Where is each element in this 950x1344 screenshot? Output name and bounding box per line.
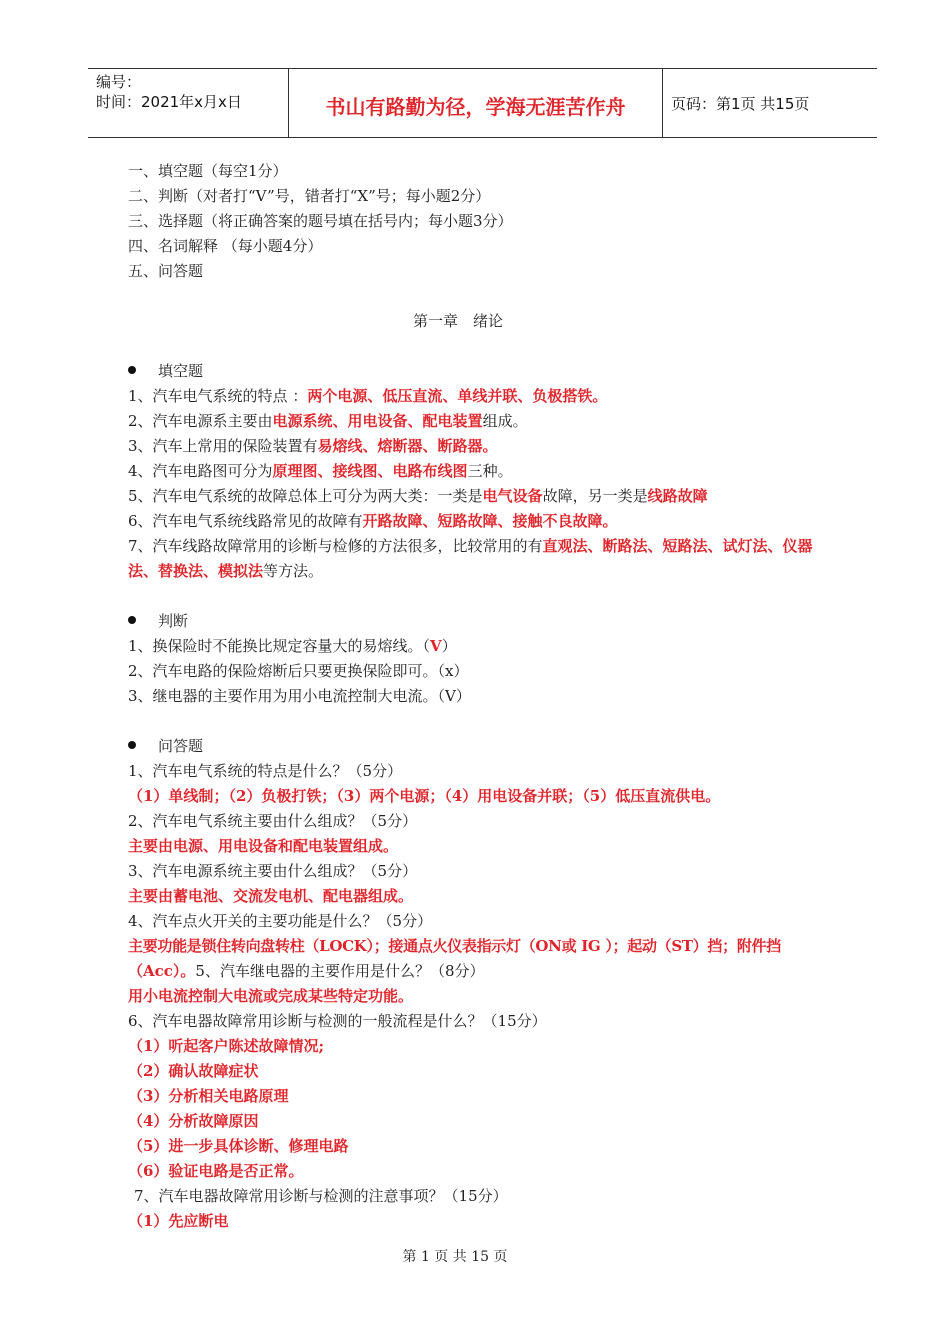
answer: 开路故障、短路故障、接触不良故障。: [362, 512, 618, 530]
answer: 两个电源、低压直流、单线并联、负极搭铁。: [307, 387, 608, 405]
qa-a6-1: （1）听起客户陈述故障情况;: [128, 1037, 324, 1055]
qa-heading-text: 问答题: [158, 737, 204, 755]
section-intro-5: 五、问答题: [128, 262, 204, 280]
time-label: 时间：2021年x月x日: [96, 93, 242, 111]
page-footer: 第 1 页 共 15 页: [402, 1249, 508, 1265]
header-page-cell: [663, 69, 877, 137]
fill-q3: 3、汽车上常用的保险装置有易熔线、熔断器、断路器。: [128, 437, 498, 455]
answer: 原理图、接线图、电路布线图: [272, 462, 468, 480]
answer: 直观法、断路法、短路法、试灯法、仪器: [542, 537, 813, 555]
motto: 书山有路勤为径，学海无涯苦作舟: [325, 95, 626, 119]
fill-q5: 5、汽车电气系统的故障总体上可分为两大类：一类是电气设备故障，另一类是线路故障: [128, 487, 708, 505]
chapter-title: 第一章 绪论: [412, 312, 503, 330]
qa-q4: 4、汽车点火开关的主要功能是什么？（5分）: [128, 912, 433, 930]
answer: 电气设备: [482, 487, 543, 505]
fill-q7: 7、汽车线路故障常用的诊断与检修的方法很多，比较常用的有直观法、断路法、短路法、试灯法、仪器: [128, 537, 813, 555]
answer: 易熔线、熔断器、断路器。: [317, 437, 498, 455]
qa-a3: 主要由蓄电池、交流发电机、配电器组成。: [128, 887, 414, 905]
qa-q3: 3、汽车电源系统主要由什么组成？（5分）: [128, 862, 418, 880]
section-intro-1: 一、填空题（每空1分）: [128, 162, 288, 180]
qa-a6-5: （5）进一步具体诊断、修理电路: [128, 1137, 349, 1155]
judge-q1: 1、换保险时不能换比规定容量大的易熔线。（V）: [128, 637, 457, 655]
fill-q1: 1、汽车电气系统的特点 ：两个电源、低压直流、单线并联、负极搭铁。: [128, 387, 608, 405]
bullet-icon: [128, 741, 136, 749]
fill-q6: 6、汽车电气系统线路常见的故障有开路故障、短路故障、接触不良故障。: [128, 512, 618, 530]
answer: 线路故障: [647, 487, 708, 505]
qa-a4-line2: [128, 959, 848, 984]
qa-q6: 6、汽车电器故障常用诊断与检测的一般流程是什么？（15分）: [128, 1012, 547, 1030]
fill-heading: [128, 359, 848, 384]
page-label: 页码：第1页 共15页: [671, 95, 810, 113]
qa-a6-6: （6）验证电路是否正常。: [128, 1162, 304, 1180]
header-motto-cell: [288, 69, 663, 137]
section-intro-3: 三、选择题（将正确答案的题号填在括号内；每小题3分）: [128, 212, 513, 230]
answer: （Acc）。: [128, 962, 196, 980]
qa-a6-4: （4）分析故障原因: [128, 1112, 259, 1130]
page-header: [88, 68, 877, 138]
judge-q2: 2、汽车电路的保险熔断后只要更换保险即可。（x）: [128, 662, 469, 680]
qa-a7-1: （1）先应断电: [128, 1212, 229, 1230]
section-intro-4: 四、名词解释 （每小题4分）: [128, 237, 323, 255]
header-meta-cell: [88, 69, 288, 137]
qa-a5: 用小电流控制大电流或完成某些特定功能。: [128, 987, 414, 1005]
code-label: 编号：: [96, 73, 142, 91]
qa-q5: 5、汽车继电器的主要作用是什么？（8分）: [195, 962, 485, 980]
judge-q3: 3、继电器的主要作用为用小电流控制大电流。（V）: [128, 687, 471, 705]
document-body: [128, 159, 848, 1234]
qa-q7: 7、汽车电器故障常用诊断与检测的注意事项？（15分）: [134, 1187, 508, 1205]
answer: 法、替换法、模拟法: [128, 562, 264, 580]
fill-q4: 4、汽车电路图可分为原理图、接线图、电路布线图三种。: [128, 462, 513, 480]
bullet-icon: [128, 616, 136, 624]
section-intro-2: 二、判断（对者打“V”号，错者打“X”号；每小题2分）: [128, 187, 491, 205]
answer: V: [430, 637, 442, 655]
judge-heading: [128, 609, 848, 634]
qa-a4-line1: 主要功能是锁住转向盘转柱（LOCK）；接通点火仪表指示灯（ON或 IG ）；起动（ST）挡；附件挡: [128, 937, 781, 955]
fill-q7-cont: 法、替换法、模拟法等方法。: [128, 562, 324, 580]
qa-a6-2: （2）确认故障症状: [128, 1062, 259, 1080]
qa-a6-3: （3）分析相关电路原理: [128, 1087, 289, 1105]
answer: 电源系统、用电设备、配电装置: [272, 412, 483, 430]
judge-heading-text: 判断: [158, 612, 189, 630]
qa-heading: [128, 734, 848, 759]
qa-a2: 主要由电源、用电设备和配电装置组成。: [128, 837, 399, 855]
qa-q2: 2、汽车电气系统主要由什么组成？（5分）: [128, 812, 418, 830]
qa-q1: 1、汽车电气系统的特点是什么？（5分）: [128, 762, 403, 780]
bullet-icon: [128, 366, 136, 374]
qa-a1: （1）单线制；（2）负极打铁；（3）两个电源；（4）用电设备并联；（5）低压直流供电。: [128, 787, 721, 805]
fill-q2: 2、汽车电源系主要由电源系统、用电设备、配电装置组成。: [128, 412, 528, 430]
fill-heading-text: 填空题: [158, 362, 204, 380]
